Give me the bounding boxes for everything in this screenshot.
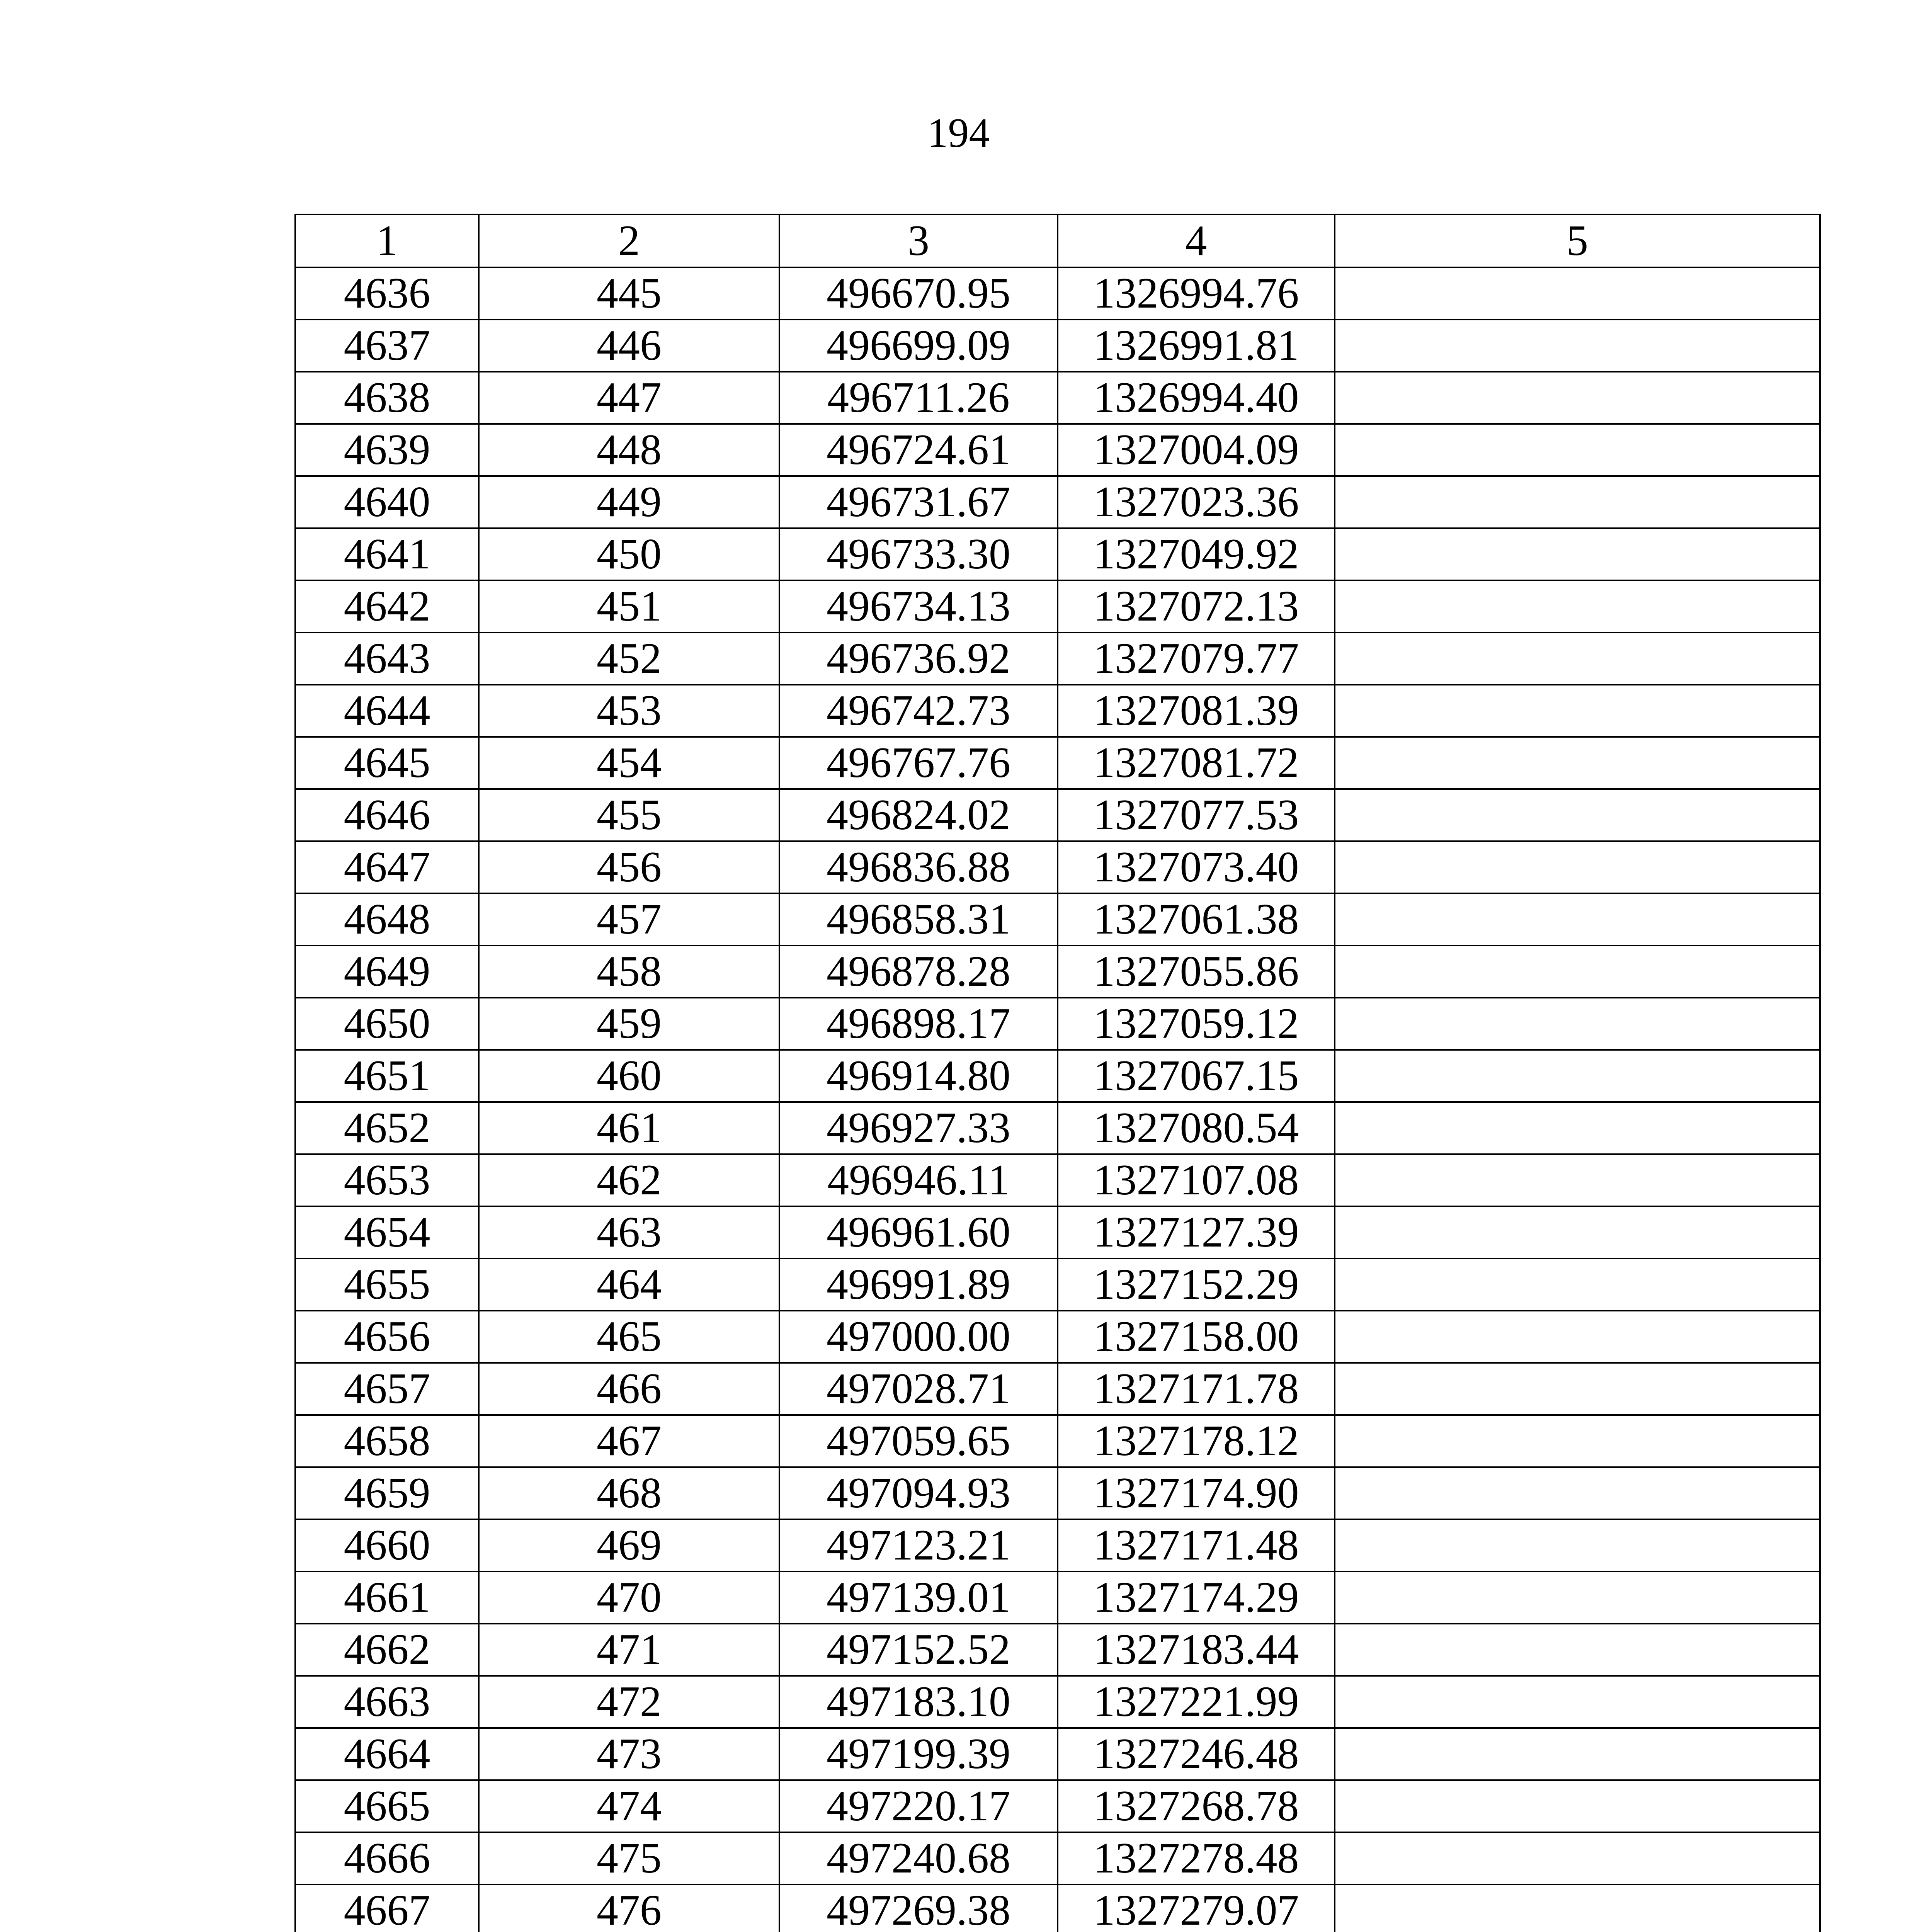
x-coordinate-cell: 496767.76: [779, 737, 1058, 789]
index-cell: 454: [479, 737, 779, 789]
index-cell: 449: [479, 476, 779, 528]
table-row: [295, 580, 1820, 633]
x-coordinate-cell: 496742.73: [779, 685, 1058, 737]
note-cell: [1335, 998, 1820, 1050]
y-coordinate-cell: 1327073.40: [1058, 841, 1335, 893]
x-coordinate-cell: 496734.13: [779, 580, 1058, 633]
table-row: [295, 1571, 1820, 1624]
table-row: [295, 267, 1820, 320]
point-number-cell: 4639: [295, 424, 479, 476]
table-row: [295, 528, 1820, 580]
index-cell: 475: [479, 1832, 779, 1884]
index-cell: 457: [479, 893, 779, 946]
point-number-cell: 4649: [295, 946, 479, 998]
note-cell: [1335, 1102, 1820, 1154]
note-cell: [1335, 1050, 1820, 1102]
point-number-cell: 4655: [295, 1259, 479, 1311]
note-cell: [1335, 841, 1820, 893]
index-cell: 467: [479, 1415, 779, 1467]
point-number-cell: 4646: [295, 789, 479, 841]
note-cell: [1335, 1311, 1820, 1363]
table-row: [295, 633, 1820, 685]
table-row: [295, 1206, 1820, 1259]
point-number-cell: 4642: [295, 580, 479, 633]
index-cell: 446: [479, 320, 779, 372]
table-body: [295, 267, 1820, 1932]
note-cell: [1335, 320, 1820, 372]
y-coordinate-cell: 1327152.29: [1058, 1259, 1335, 1311]
x-coordinate-cell: 497152.52: [779, 1624, 1058, 1676]
column-header-4: 4: [1058, 214, 1335, 267]
x-coordinate-cell: 496699.09: [779, 320, 1058, 372]
note-cell: [1335, 1467, 1820, 1519]
table-header: [295, 214, 1820, 267]
x-coordinate-cell: 496914.80: [779, 1050, 1058, 1102]
table-row: [295, 1624, 1820, 1676]
x-coordinate-cell: 496733.30: [779, 528, 1058, 580]
point-number-cell: 4662: [295, 1624, 479, 1676]
index-cell: 445: [479, 267, 779, 320]
index-cell: 463: [479, 1206, 779, 1259]
x-coordinate-cell: 496991.89: [779, 1259, 1058, 1311]
y-coordinate-cell: 1327171.78: [1058, 1363, 1335, 1415]
index-cell: 459: [479, 998, 779, 1050]
point-number-cell: 4661: [295, 1571, 479, 1624]
point-number-cell: 4652: [295, 1102, 479, 1154]
table-row: [295, 946, 1820, 998]
page-number: 194: [927, 110, 990, 156]
x-coordinate-cell: 496731.67: [779, 476, 1058, 528]
index-cell: 453: [479, 685, 779, 737]
y-coordinate-cell: 1327081.39: [1058, 685, 1335, 737]
note-cell: [1335, 1728, 1820, 1780]
x-coordinate-cell: 497139.01: [779, 1571, 1058, 1624]
point-number-cell: 4664: [295, 1728, 479, 1780]
y-coordinate-cell: 1326994.76: [1058, 267, 1335, 320]
index-cell: 462: [479, 1154, 779, 1206]
index-cell: 466: [479, 1363, 779, 1415]
index-cell: 472: [479, 1676, 779, 1728]
table-row: [295, 1102, 1820, 1154]
note-cell: [1335, 737, 1820, 789]
point-number-cell: 4658: [295, 1415, 479, 1467]
note-cell: [1335, 946, 1820, 998]
note-cell: [1335, 1571, 1820, 1624]
table-row: [295, 476, 1820, 528]
table-row: [295, 1050, 1820, 1102]
y-coordinate-cell: 1327077.53: [1058, 789, 1335, 841]
table-row: [295, 1363, 1820, 1415]
y-coordinate-cell: 1327067.15: [1058, 1050, 1335, 1102]
table-row: [295, 1780, 1820, 1832]
index-cell: 465: [479, 1311, 779, 1363]
table-row: [295, 1311, 1820, 1363]
point-number-cell: 4659: [295, 1467, 479, 1519]
y-coordinate-cell: 1327023.36: [1058, 476, 1335, 528]
point-number-cell: 4638: [295, 372, 479, 424]
x-coordinate-cell: 497269.38: [779, 1884, 1058, 1932]
x-coordinate-cell: 497028.71: [779, 1363, 1058, 1415]
y-coordinate-cell: 1327158.00: [1058, 1311, 1335, 1363]
table-row: [295, 1467, 1820, 1519]
point-number-cell: 4666: [295, 1832, 479, 1884]
y-coordinate-cell: 1327072.13: [1058, 580, 1335, 633]
point-number-cell: 4665: [295, 1780, 479, 1832]
note-cell: [1335, 372, 1820, 424]
index-cell: 461: [479, 1102, 779, 1154]
index-cell: 468: [479, 1467, 779, 1519]
x-coordinate-cell: 496724.61: [779, 424, 1058, 476]
y-coordinate-cell: 1327174.90: [1058, 1467, 1335, 1519]
point-number-cell: 4640: [295, 476, 479, 528]
note-cell: [1335, 893, 1820, 946]
x-coordinate-cell: 497000.00: [779, 1311, 1058, 1363]
note-cell: [1335, 1206, 1820, 1259]
point-number-cell: 4660: [295, 1519, 479, 1571]
y-coordinate-cell: 1327279.07: [1058, 1884, 1335, 1932]
x-coordinate-cell: 496711.26: [779, 372, 1058, 424]
note-cell: [1335, 1624, 1820, 1676]
note-cell: [1335, 1519, 1820, 1571]
point-number-cell: 4663: [295, 1676, 479, 1728]
x-coordinate-cell: 497123.21: [779, 1519, 1058, 1571]
note-cell: [1335, 789, 1820, 841]
point-number-cell: 4645: [295, 737, 479, 789]
y-coordinate-cell: 1327268.78: [1058, 1780, 1335, 1832]
note-cell: [1335, 685, 1820, 737]
x-coordinate-cell: 497220.17: [779, 1780, 1058, 1832]
x-coordinate-cell: 497183.10: [779, 1676, 1058, 1728]
note-cell: [1335, 476, 1820, 528]
note-cell: [1335, 1676, 1820, 1728]
x-coordinate-cell: 496670.95: [779, 267, 1058, 320]
index-cell: 452: [479, 633, 779, 685]
column-header-5: 5: [1335, 214, 1820, 267]
note-cell: [1335, 1259, 1820, 1311]
note-cell: [1335, 1415, 1820, 1467]
point-number-cell: 4651: [295, 1050, 479, 1102]
x-coordinate-cell: 496878.28: [779, 946, 1058, 998]
y-coordinate-cell: 1327183.44: [1058, 1624, 1335, 1676]
y-coordinate-cell: 1327049.92: [1058, 528, 1335, 580]
header-row: [295, 214, 1820, 267]
x-coordinate-cell: 496927.33: [779, 1102, 1058, 1154]
y-coordinate-cell: 1327107.08: [1058, 1154, 1335, 1206]
table-row: [295, 424, 1820, 476]
y-coordinate-cell: 1327080.54: [1058, 1102, 1335, 1154]
y-coordinate-cell: 1327221.99: [1058, 1676, 1335, 1728]
y-coordinate-cell: 1327061.38: [1058, 893, 1335, 946]
x-coordinate-cell: 496946.11: [779, 1154, 1058, 1206]
note-cell: [1335, 1884, 1820, 1932]
y-coordinate-cell: 1327081.72: [1058, 737, 1335, 789]
point-number-cell: 4636: [295, 267, 479, 320]
table-row: [295, 737, 1820, 789]
point-number-cell: 4667: [295, 1884, 479, 1932]
note-cell: [1335, 424, 1820, 476]
index-cell: 455: [479, 789, 779, 841]
point-number-cell: 4656: [295, 1311, 479, 1363]
column-header-3: 3: [779, 214, 1058, 267]
index-cell: 471: [479, 1624, 779, 1676]
point-number-cell: 4648: [295, 893, 479, 946]
x-coordinate-cell: 497240.68: [779, 1832, 1058, 1884]
point-number-cell: 4650: [295, 998, 479, 1050]
note-cell: [1335, 633, 1820, 685]
note-cell: [1335, 267, 1820, 320]
x-coordinate-cell: 496824.02: [779, 789, 1058, 841]
y-coordinate-cell: 1326994.40: [1058, 372, 1335, 424]
table-row: [295, 1728, 1820, 1780]
point-number-cell: 4657: [295, 1363, 479, 1415]
point-number-cell: 4654: [295, 1206, 479, 1259]
index-cell: 447: [479, 372, 779, 424]
table-row: [295, 841, 1820, 893]
y-coordinate-cell: 1327278.48: [1058, 1832, 1335, 1884]
coordinates-table: [294, 214, 1821, 1932]
y-coordinate-cell: 1327127.39: [1058, 1206, 1335, 1259]
note-cell: [1335, 1832, 1820, 1884]
point-number-cell: 4643: [295, 633, 479, 685]
point-number-cell: 4644: [295, 685, 479, 737]
x-coordinate-cell: 496961.60: [779, 1206, 1058, 1259]
y-coordinate-cell: 1327174.29: [1058, 1571, 1335, 1624]
table-row: [295, 372, 1820, 424]
table-row: [295, 1154, 1820, 1206]
note-cell: [1335, 528, 1820, 580]
index-cell: 476: [479, 1884, 779, 1932]
note-cell: [1335, 1780, 1820, 1832]
y-coordinate-cell: 1327079.77: [1058, 633, 1335, 685]
note-cell: [1335, 580, 1820, 633]
point-number-cell: 4647: [295, 841, 479, 893]
index-cell: 473: [479, 1728, 779, 1780]
note-cell: [1335, 1363, 1820, 1415]
index-cell: 470: [479, 1571, 779, 1624]
x-coordinate-cell: 496858.31: [779, 893, 1058, 946]
table-row: [295, 789, 1820, 841]
column-header-1: 1: [295, 214, 479, 267]
y-coordinate-cell: 1327004.09: [1058, 424, 1335, 476]
x-coordinate-cell: 497094.93: [779, 1467, 1058, 1519]
index-cell: 464: [479, 1259, 779, 1311]
table-row: [295, 998, 1820, 1050]
table-row: [295, 893, 1820, 946]
table-row: [295, 1832, 1820, 1884]
table-row: [295, 1884, 1820, 1932]
table-row: [295, 1676, 1820, 1728]
y-coordinate-cell: 1327171.48: [1058, 1519, 1335, 1571]
x-coordinate-cell: 497059.65: [779, 1415, 1058, 1467]
x-coordinate-cell: 496836.88: [779, 841, 1058, 893]
y-coordinate-cell: 1327055.86: [1058, 946, 1335, 998]
table-row: [295, 685, 1820, 737]
point-number-cell: 4637: [295, 320, 479, 372]
index-cell: 469: [479, 1519, 779, 1571]
y-coordinate-cell: 1327059.12: [1058, 998, 1335, 1050]
note-cell: [1335, 1154, 1820, 1206]
table-row: [295, 320, 1820, 372]
index-cell: 458: [479, 946, 779, 998]
table-row: [295, 1415, 1820, 1467]
index-cell: 450: [479, 528, 779, 580]
index-cell: 448: [479, 424, 779, 476]
x-coordinate-cell: 496736.92: [779, 633, 1058, 685]
y-coordinate-cell: 1327178.12: [1058, 1415, 1335, 1467]
y-coordinate-cell: 1327246.48: [1058, 1728, 1335, 1780]
table-row: [295, 1259, 1820, 1311]
x-coordinate-cell: 496898.17: [779, 998, 1058, 1050]
column-header-2: 2: [479, 214, 779, 267]
index-cell: 474: [479, 1780, 779, 1832]
point-number-cell: 4641: [295, 528, 479, 580]
x-coordinate-cell: 497199.39: [779, 1728, 1058, 1780]
y-coordinate-cell: 1326991.81: [1058, 320, 1335, 372]
index-cell: 456: [479, 841, 779, 893]
index-cell: 451: [479, 580, 779, 633]
point-number-cell: 4653: [295, 1154, 479, 1206]
table-row: [295, 1519, 1820, 1571]
index-cell: 460: [479, 1050, 779, 1102]
